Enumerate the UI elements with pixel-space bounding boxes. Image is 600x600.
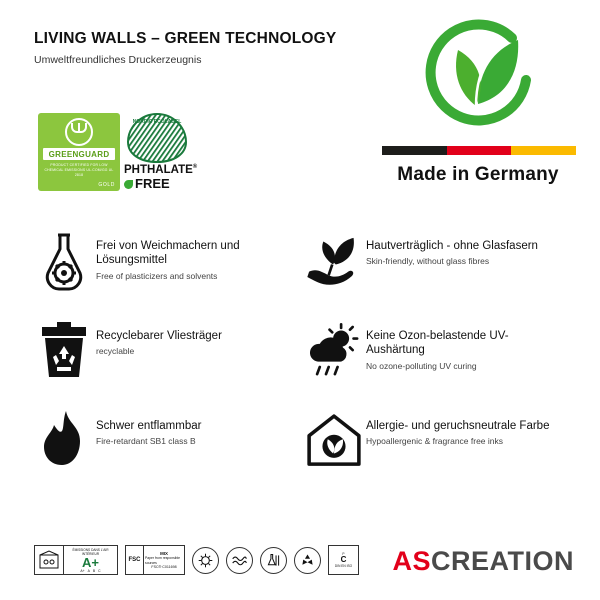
made-in-germany-label: Made in Germany bbox=[397, 164, 559, 185]
feature-row bbox=[32, 225, 572, 315]
phthalate-registered-mark: ® bbox=[192, 164, 198, 171]
feature-grid bbox=[32, 225, 572, 495]
greenguard-name: GREENGUARD bbox=[43, 148, 115, 160]
gear-circle-icon bbox=[192, 547, 219, 574]
feature-label-en: Skin-friendly, without glass fibres bbox=[366, 256, 490, 267]
pc-top: P bbox=[342, 552, 345, 556]
feature-label-de: Allergie- und geruchsneutrale Farbe bbox=[366, 420, 550, 432]
no-solvent-circle-icon bbox=[260, 547, 287, 574]
pc-standard: DIN EN ISO bbox=[334, 564, 353, 568]
greenguard-ul-icon bbox=[65, 118, 93, 146]
feature-label-de: Schwer entflammbar bbox=[96, 420, 202, 432]
fsc-mix: MIX bbox=[160, 550, 168, 556]
feature-text bbox=[366, 315, 566, 371]
page-subtitle: Umweltfreundliches Druckerzeugnis bbox=[34, 54, 202, 66]
greenguard-description: PRODUCT CERTIFIED FOR LOW CHEMICAL EMISSIONS UL.COM/GG UL 2818 bbox=[44, 163, 114, 178]
recycle-circle-icon bbox=[294, 547, 321, 574]
emission-grade-block bbox=[64, 546, 117, 574]
feature-label-de: Hautverträglich - ohne Glasfasern bbox=[366, 240, 538, 252]
phthalate-free-text bbox=[124, 164, 200, 191]
as-creation-logo bbox=[392, 548, 574, 575]
indoor-air-emission-label bbox=[34, 545, 118, 575]
feature-item-uv-curing bbox=[302, 315, 572, 405]
small-leaf-icon bbox=[124, 180, 133, 189]
feature-text bbox=[96, 405, 201, 446]
phthalate-free-block bbox=[124, 110, 200, 196]
phthalate-word: PHTHALATE bbox=[124, 164, 193, 176]
footer-icons bbox=[34, 545, 359, 575]
fsc-source: Paper from responsible sources bbox=[145, 556, 181, 565]
feature-label-en: Fire-retardant SB1 class B bbox=[96, 436, 196, 447]
brand-as: AS bbox=[392, 546, 431, 576]
feature-item-flask bbox=[32, 225, 302, 315]
living-walls-leaf-logo bbox=[414, 18, 544, 136]
feature-item-house-leaf bbox=[302, 405, 572, 495]
feature-label-de: Frei von Weichmachern und Lösungsmittel bbox=[96, 240, 240, 267]
emission-title: ÉMISSIONS DANS L'AIR INTÉRIEUR bbox=[72, 547, 109, 556]
pc-big: C bbox=[340, 555, 347, 564]
feature-text bbox=[366, 405, 549, 446]
fsc-details bbox=[144, 546, 184, 574]
feature-item-flame bbox=[32, 405, 302, 495]
flask-icon bbox=[32, 225, 96, 297]
feature-item-recycle-bin bbox=[32, 315, 302, 405]
feature-item-hand-plant bbox=[302, 225, 572, 315]
page-title: LIVING WALLS – GREEN TECHNOLOGY bbox=[34, 30, 337, 47]
nordic-ecolabel-icon bbox=[124, 110, 190, 166]
feature-label-en: Free of plasticizers and solvents bbox=[96, 270, 218, 281]
header bbox=[34, 30, 364, 66]
feature-text bbox=[366, 225, 538, 266]
sun-cloud-rain-icon bbox=[302, 315, 366, 387]
feature-label-en: No ozone-polluting UV curing bbox=[366, 360, 477, 371]
greenguard-level: GOLD bbox=[98, 182, 115, 188]
feature-label-de: Keine Ozon-belastende UV-Aushärtung bbox=[366, 330, 509, 357]
wave-circle-icon bbox=[226, 547, 253, 574]
svg-text:NORDIC ECOLABEL: NORDIC ECOLABEL bbox=[132, 119, 182, 125]
greenguard-certificate bbox=[38, 113, 120, 191]
feature-label-en: recyclable bbox=[96, 346, 135, 357]
hand-plant-icon bbox=[302, 225, 366, 297]
flame-icon bbox=[32, 405, 96, 477]
emission-grade: A+ bbox=[82, 554, 99, 570]
german-flag-bar bbox=[382, 146, 576, 155]
feature-row bbox=[32, 315, 572, 405]
recycle-bin-icon bbox=[32, 315, 96, 387]
fsc-code: FSC® C011698 bbox=[151, 564, 177, 569]
house-leaf-icon bbox=[302, 405, 366, 477]
pc-certification-mark bbox=[328, 545, 359, 575]
feature-text bbox=[96, 225, 296, 281]
fsc-label bbox=[125, 545, 185, 575]
feature-text bbox=[96, 315, 222, 356]
feature-row bbox=[32, 405, 572, 495]
phthalate-free-word: FREE bbox=[124, 177, 200, 191]
feature-label-de: Recyclebarer Vliesträger bbox=[96, 330, 222, 342]
feature-label-en: Hypoallergenic & fragrance free inks bbox=[366, 436, 504, 447]
emission-pictogram bbox=[35, 546, 64, 574]
brand-creation: CREATION bbox=[431, 546, 574, 576]
fsc-mark: FSC bbox=[126, 546, 144, 574]
emission-scale: A+ A B C bbox=[80, 568, 101, 573]
